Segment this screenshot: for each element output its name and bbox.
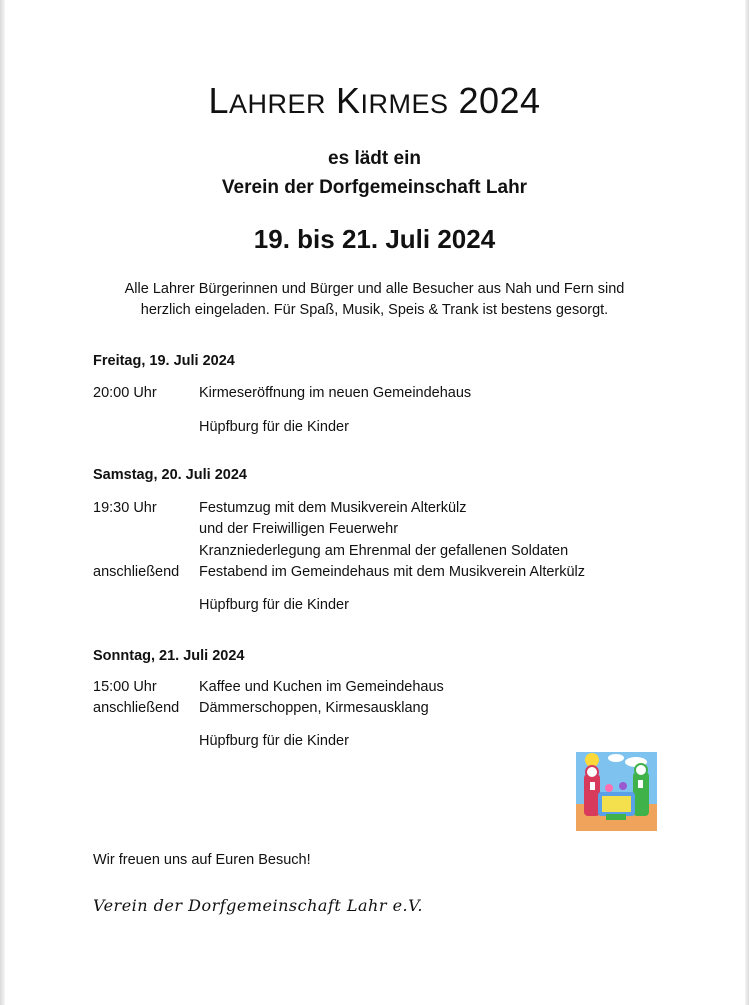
document-title: LAHRER KIRMES 2024: [208, 80, 541, 121]
day-heading-saturday: Samstag, 20. Juli 2024: [93, 467, 247, 483]
invite-line-2: Verein der Dorfgemeinschaft Lahr: [221, 177, 528, 198]
bouncy-castle-illustration: [576, 752, 657, 831]
intro-paragraph: Alle Lahrer Bürgerinnen und Bürger und alle Besucher aus Nah und Fern sind herzlich eingeladen. Für Spaß, Musik, Speis & Trank ist bestens gesorgt.: [124, 281, 625, 318]
day-heading-friday: Freitag, 19. Juli 2024: [93, 353, 235, 369]
day-heading-sunday: Sonntag, 21. Juli 2024: [93, 648, 245, 664]
event-dates: 19. bis 21. Juli 2024: [253, 224, 496, 254]
invite-line-1: es lädt ein: [328, 148, 421, 169]
invitation-block: [0, 144, 749, 202]
closing-text: Wir freuen uns auf Euren Besuch!: [93, 852, 311, 868]
signature: Verein der Dorfgemeinschaft Lahr e.V.: [93, 896, 423, 915]
